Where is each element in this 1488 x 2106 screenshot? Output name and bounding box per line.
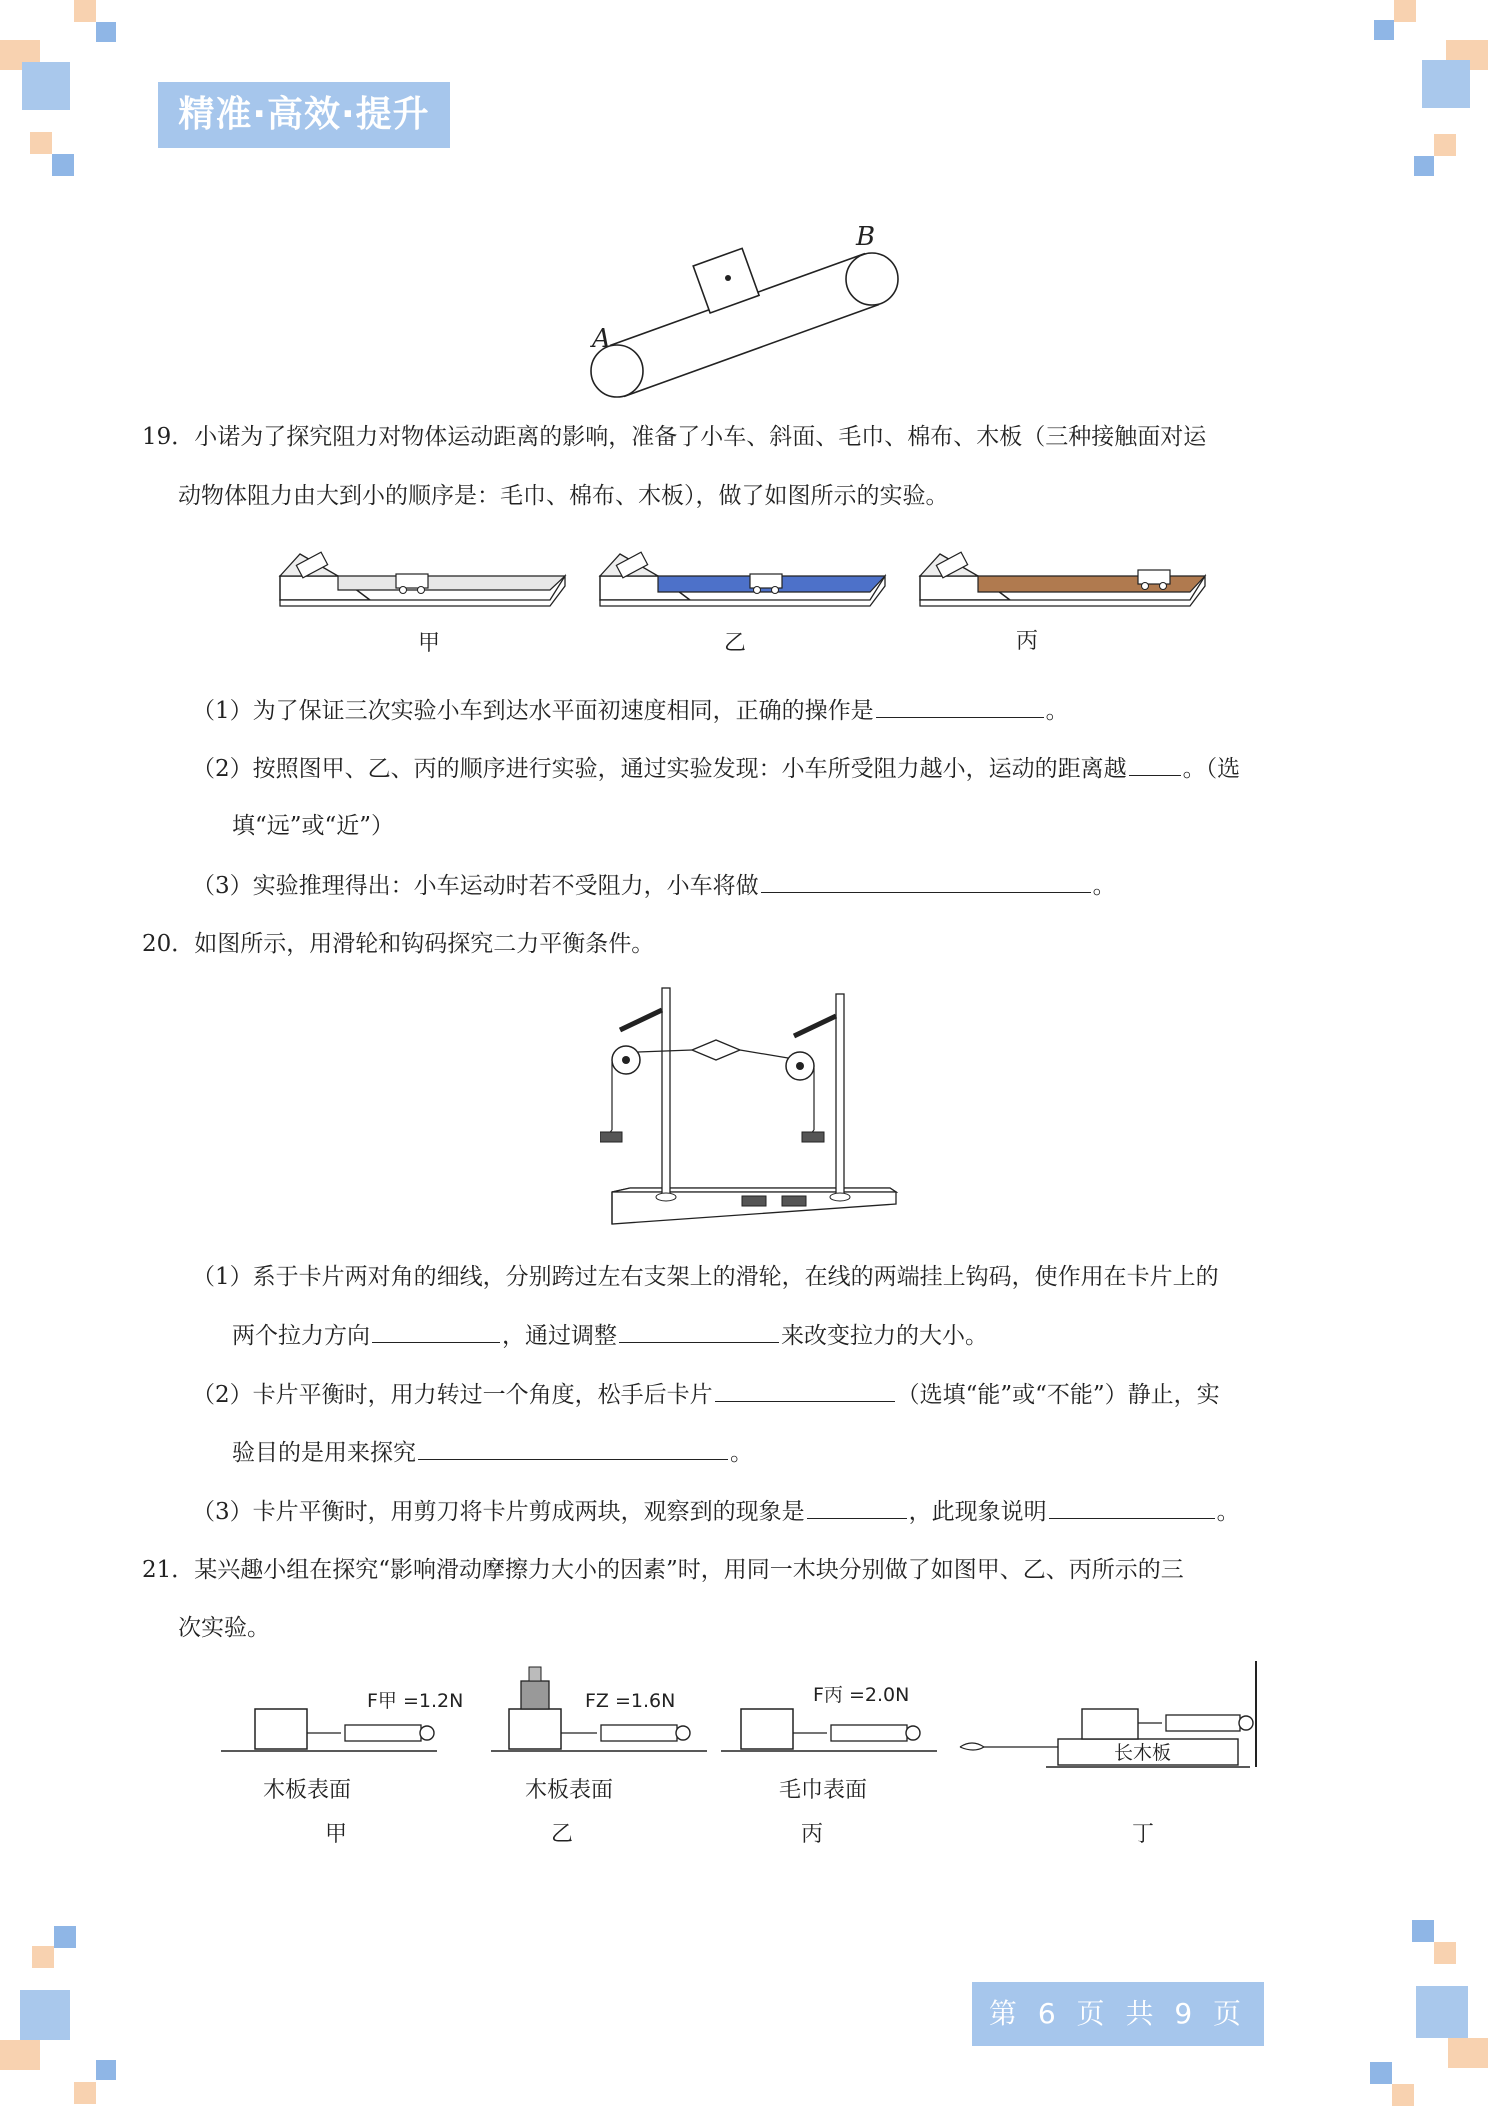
label-b: B	[856, 222, 876, 252]
label-a: A	[592, 324, 611, 354]
friction-setup-bing	[721, 1684, 937, 1847]
brand-banner: 精准·高效·提升	[158, 82, 450, 148]
q19-part2: （2）按照图甲、乙、丙的顺序进行实验，通过实验发现：小车所受阻力越小，运动的距离越 。（选	[192, 753, 1240, 784]
force-bing: F丙 =2.0N	[813, 1684, 910, 1706]
friction-setup-jia	[221, 1690, 463, 1847]
force-jia: F甲 =1.2N	[367, 1690, 464, 1712]
friction-setup-ding	[960, 1661, 1256, 1847]
q20-part3: （3）卡片平衡时，用剪刀将卡片剪成两块，观察到的现象是 ，此现象说明 。	[192, 1496, 1240, 1527]
q20-part2-line2: 验目的是用来探究 。	[232, 1437, 753, 1468]
board-label: 长木板	[1114, 1742, 1172, 1764]
surface-bing: 毛巾表面	[779, 1778, 868, 1803]
caption-jia-21: 甲	[325, 1822, 348, 1847]
q20-part2-line1: （2）卡片平衡时，用力转过一个角度，松手后卡片 （选填“能”或“不能”）静止，实	[192, 1379, 1220, 1410]
page-number: 第 6 页 共 9 页	[972, 1982, 1264, 2046]
q20-part1-line2: 两个拉力方向 ，通过调整 来改变拉力的大小。	[232, 1320, 988, 1351]
friction-figures	[215, 1655, 1285, 1850]
pulley-figure	[600, 980, 910, 1235]
caption-bing-21: 丙	[801, 1822, 824, 1847]
ramp-setup-yi	[600, 552, 885, 656]
q20-stem: 20．如图所示，用滑轮和钩码探究二力平衡条件。	[142, 931, 655, 957]
force-yi: FZ =1.6N	[585, 1690, 676, 1712]
q20-part1-line1: （1）系于卡片两对角的细线，分别跨过左右支架上的滑轮，在线的两端挂上钩码，使作用在卡片上的	[192, 1264, 1219, 1290]
caption-ding-21: 丁	[1132, 1822, 1155, 1847]
friction-setup-yi	[491, 1667, 707, 1847]
q21-stem-line1: 21．某兴趣小组在探究“影响滑动摩擦力大小的因素”时，用同一木块分别做了如图甲、乙、丙所示的三	[142, 1557, 1184, 1583]
q19-stem-line1: 19．小诺为了探究阻力对物体运动距离的影响，准备了小车、斜面、毛巾、棉布、木板（三种接触面对运	[142, 424, 1207, 450]
q19-part1: （1）为了保证三次实验小车到达水平面初速度相同，正确的操作是 。	[192, 695, 1069, 726]
ramp-setup-jia	[280, 552, 565, 656]
q19-ramp-figures	[270, 540, 1230, 665]
q19-part3: （3）实验推理得出：小车运动时若不受阻力，小车将做 。	[192, 870, 1116, 901]
surface-yi: 木板表面	[525, 1778, 614, 1803]
caption-bing: 丙	[1016, 629, 1039, 654]
q19-stem-line2: 动物体阻力由大到小的顺序是：毛巾、棉布、木板），做了如图所示的实验。	[178, 483, 949, 509]
q21-stem-line2: 次实验。	[178, 1615, 270, 1641]
conveyor-figure	[580, 215, 910, 405]
ramp-setup-bing	[920, 552, 1205, 654]
q19-part2-line2: 填“远”或“近”）	[232, 813, 395, 839]
caption-yi-21: 乙	[551, 1822, 574, 1847]
caption-yi: 乙	[724, 631, 747, 656]
surface-jia: 木板表面	[263, 1778, 352, 1803]
caption-jia: 甲	[418, 631, 441, 656]
